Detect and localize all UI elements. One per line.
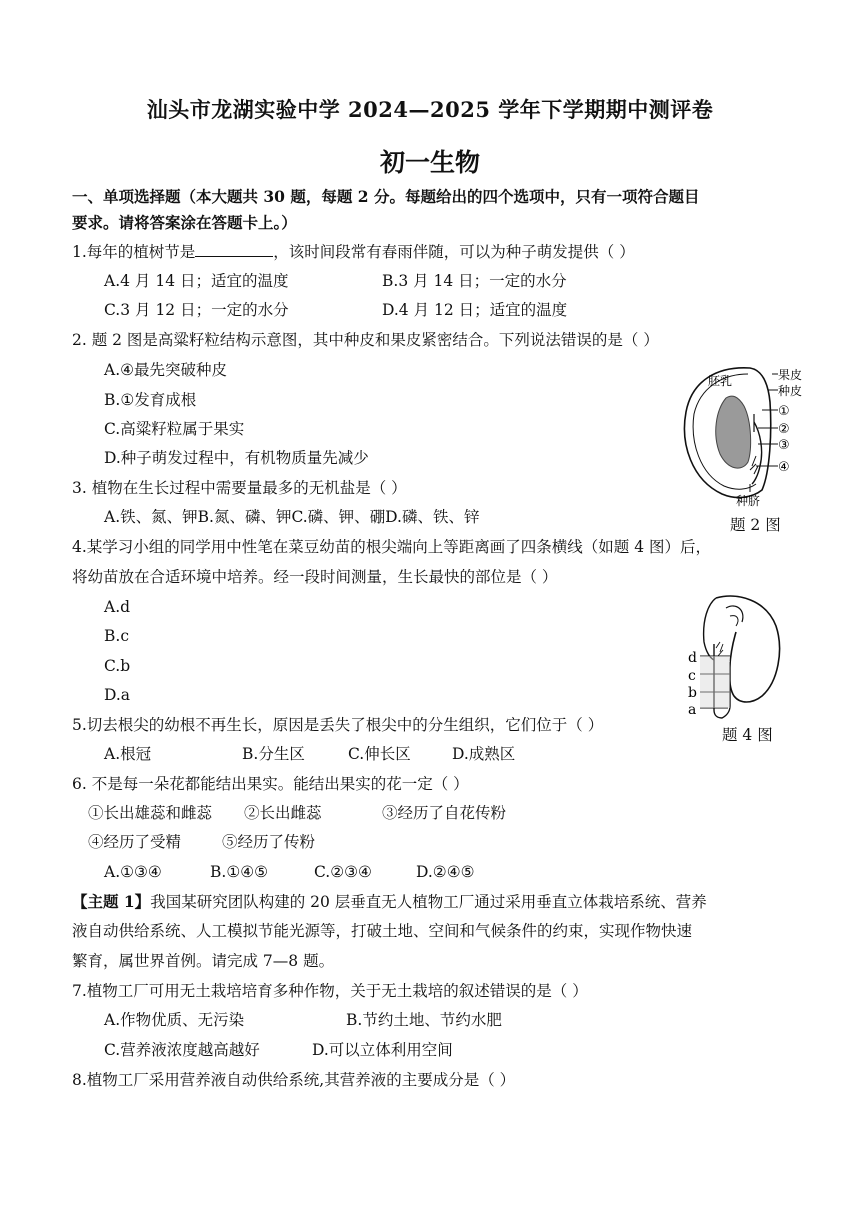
q7-option-a: A.作物优质、无污染	[104, 1011, 245, 1029]
bean-seedling-figure	[686, 592, 786, 720]
line-label-a: a	[688, 702, 697, 718]
q4-stem-line2: 将幼苗放在合适环境中培养。经一段时间测量，生长最快的部位是（ ）	[72, 568, 558, 586]
q1-stem-b: ，该时间段常有春雨伴随，可以为种子萌发提供（ ）	[273, 243, 635, 261]
label-part-4: ④	[778, 460, 790, 475]
q6-item-2: ②长出雌蕊	[244, 804, 322, 822]
q6-item-3: ③经历了自花传粉	[382, 804, 507, 822]
q1-option-a: A.4 月 14 日；适宜的温度	[104, 272, 289, 290]
q1-option-c: C.3 月 12 日；一定的水分	[104, 301, 289, 319]
q4-stem-line1: 4.某学习小组的同学用中性笔在菜豆幼苗的根尖端向上等距离画了四条横线（如题 4 图）后，	[72, 538, 712, 556]
q6-stem: 6. 不是每一朵花都能结出果实。能结出果实的花一定（ ）	[72, 775, 469, 793]
q2-option-a: A.④最先突破种皮	[104, 361, 228, 379]
q5-option-d: D.成熟区	[452, 745, 516, 763]
exam-title: 汕头市龙湖实验中学 2024—2025 学年下学期期中测评卷	[146, 97, 714, 122]
label-hilum: 种脐	[736, 494, 761, 508]
q4-option-b: B.c	[104, 627, 129, 645]
q1-option-d: D.4 月 12 日；适宜的温度	[382, 301, 568, 319]
q5-option-c: C.伸长区	[348, 745, 411, 763]
topic1-line1	[72, 892, 707, 912]
q6-item-1: ①长出雄蕊和雌蕊	[88, 804, 213, 822]
q7-option-b: B.节约土地、节约水肥	[346, 1011, 502, 1029]
topic1-line2: 液自动供给系统、人工模拟节能光源等，打破土地、空间和气候条件的约束，实现作物快速	[72, 922, 693, 940]
q7-option-d: D.可以立体利用空间	[312, 1041, 453, 1059]
q4-option-d: D.a	[104, 686, 131, 704]
q1-stem	[72, 242, 635, 262]
q6-option-c: C.②③④	[314, 863, 372, 881]
line-label-c: c	[688, 668, 696, 684]
figure-2-caption: 题 2 图	[730, 516, 781, 534]
label-part-1: ①	[778, 404, 790, 419]
sorghum-grain-figure	[678, 362, 810, 508]
label-seedcoat: 种皮	[778, 384, 803, 398]
q2-option-c: C.高粱籽粒属于果实	[104, 420, 245, 438]
q8-stem: 8.植物工厂采用营养液自动供给系统,其营养液的主要成分是（ ）	[72, 1071, 516, 1089]
q6-item-5: ⑤经历了传粉	[222, 833, 316, 851]
q4-option-a: A.d	[104, 598, 131, 616]
section-heading-line1: 一、单项选择题（本大题共 30 题，每题 2 分。每题给出的四个选项中，只有一项符合题目	[72, 187, 700, 206]
q2-option-d: D.种子萌发过程中，有机物质量先减少	[104, 449, 369, 467]
q3-options: A.铁、氮、钾B.氮、磷、钾C.磷、钾、硼D.磷、铁、锌	[104, 508, 480, 526]
topic1-text1: 我国某研究团队构建的 20 层垂直无人植物工厂通过采用垂直立体栽培系统、营养	[150, 893, 707, 911]
q3-stem: 3. 植物在生长过程中需要量最多的无机盐是（ ）	[72, 479, 407, 497]
label-endosperm: 胚乳	[708, 374, 733, 388]
q6-option-b: B.①④⑤	[210, 863, 269, 881]
line-label-b: b	[688, 685, 697, 701]
q6-option-d: D.②④⑤	[416, 863, 475, 881]
q4-option-c: C.b	[104, 657, 131, 675]
topic1-heading: 【主题 1】	[72, 892, 151, 911]
label-part-2: ②	[778, 422, 790, 437]
q2-stem: 2. 题 2 图是高粱籽粒结构示意图，其中种皮和果皮紧密结合。下列说法错误的是（ ）	[72, 331, 659, 349]
figure-4-caption: 题 4 图	[722, 726, 773, 744]
subject-title: 初一生物	[379, 148, 480, 177]
q2-option-b: B.①发育成根	[104, 391, 197, 409]
label-pericarp: 果皮	[778, 368, 803, 382]
line-label-d: d	[688, 650, 697, 666]
label-part-3: ③	[778, 438, 790, 453]
q7-option-c: C.营养液浓度越高越好	[104, 1041, 260, 1059]
section-heading-line2: 要求。请将答案涂在答题卡上。）	[72, 213, 297, 232]
q5-stem: 5.切去根尖的幼根不再生长，原因是丢失了根尖中的分生组织，它们位于（ ）	[72, 716, 604, 734]
q1-option-b: B.3 月 14 日；一定的水分	[382, 272, 567, 290]
q5-option-b: B.分生区	[242, 745, 305, 763]
q1-stem-a: 1.每年的植树节是	[72, 243, 196, 261]
topic1-line3: 繁育，属世界首例。请完成 7—8 题。	[72, 952, 335, 970]
q1-answer-blank	[195, 242, 273, 257]
q6-item-4: ④经历了受精	[88, 833, 182, 851]
q7-stem: 7.植物工厂可用无土栽培培育多种作物，关于无土栽培的叙述错误的是（ ）	[72, 982, 588, 1000]
q5-option-a: A.根冠	[104, 745, 152, 763]
q6-option-a: A.①③④	[104, 863, 162, 881]
